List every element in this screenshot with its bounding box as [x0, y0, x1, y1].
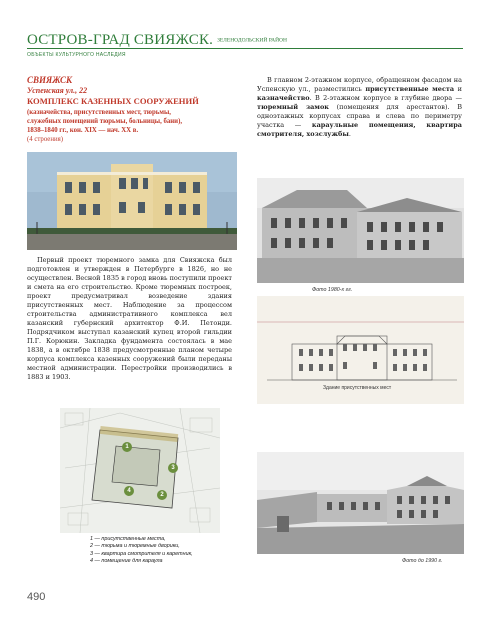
drawing-label: Здание присутственных мест	[323, 385, 392, 391]
street-address: Успенская ул., 22	[27, 86, 88, 95]
left-column-text: Первый проект тюремного замка для Свияжска был подготовлен и утвержден в Петербурге в 1826, но не осуществлен. Весной 1835 в город вновь поступили проект и смета на его строительство. Кроме тюремных построек, проект предусматривал возведение здания присутственных мест. Наблюдение за процессом строительства административного комплекса вел казанский губернский архитектор Ф.И. Петонди. Подрядчиком выступал казанский купец второй гильдии П.Г. Корюкин. Закладка фундамента состоялась в мае 1838, а в октябре 1838 предусмотренные планом четыре корпуса комплекса казенных сооружений были переданы местной администрации. Перестройки производились в 1883 и 1903.	[27, 256, 232, 381]
plan-marker-1: 1	[122, 442, 132, 452]
plan-legend	[90, 536, 210, 566]
page-number: 490	[27, 591, 46, 603]
photo-1980s-caption: Фото 1980-х гг.	[312, 287, 353, 293]
right-column-text: В главном 2-этажном корпусе, обращенном фасадом на Успенскую ул., разместились присутственные места и казначейство. В 2-этажном корпусе в глубине двора — тюремный замок (помещения для арестантов). В одноэтажных корпусах справа и слева по периметру участка — караульные помещения, квартира смотрителя, хозслужбы.	[257, 76, 462, 138]
legend-item: 4 — помещение для караула	[90, 558, 163, 565]
plan-marker-4: 4	[124, 486, 134, 496]
facade-drawing	[257, 296, 464, 404]
photo-pre-1990-caption: Фото до 1990 г.	[402, 558, 443, 564]
running-header-subtitle: ОБЪЕКТЫ КУЛЬТУРНОГО НАСЛЕДИЯ	[27, 52, 126, 58]
object-title: КОМПЛЕКС КАЗЕННЫХ СООРУЖЕНИЙ	[27, 96, 199, 106]
legend-item: 2 — тюрьма и тюремные дворики,	[90, 543, 180, 550]
legend-item: 1 — присутственные места,	[90, 536, 166, 542]
running-header-district: ЗЕЛЕНОДОЛЬСКИЙ РАЙОН	[217, 37, 287, 44]
town-name: СВИЯЖСК	[27, 75, 73, 85]
plan-marker-2: 2	[157, 490, 167, 500]
plan-marker-3: 3	[168, 463, 178, 473]
header-rule	[27, 48, 463, 49]
building-bw-photo-1980s	[257, 178, 464, 283]
site-plan	[60, 408, 220, 533]
legend-item: 3 — квартира смотрителя и каретник,	[90, 550, 193, 557]
building-color-photo	[27, 152, 237, 250]
building-bw-photo-pre-1990	[257, 452, 464, 554]
object-description: (казначейства, присутственных мест, тюрьмы, служебных помещений тюрьмы, больницы, бани), 1838–1840 гг., кон. XIX — нач. XX в. (4 строения)	[27, 109, 183, 143]
running-header-title: ОСТРОВ-ГРАД СВИЯЖСК. ЗЕЛЕНОДОЛЬСКИЙ РАЙОН	[27, 32, 287, 48]
